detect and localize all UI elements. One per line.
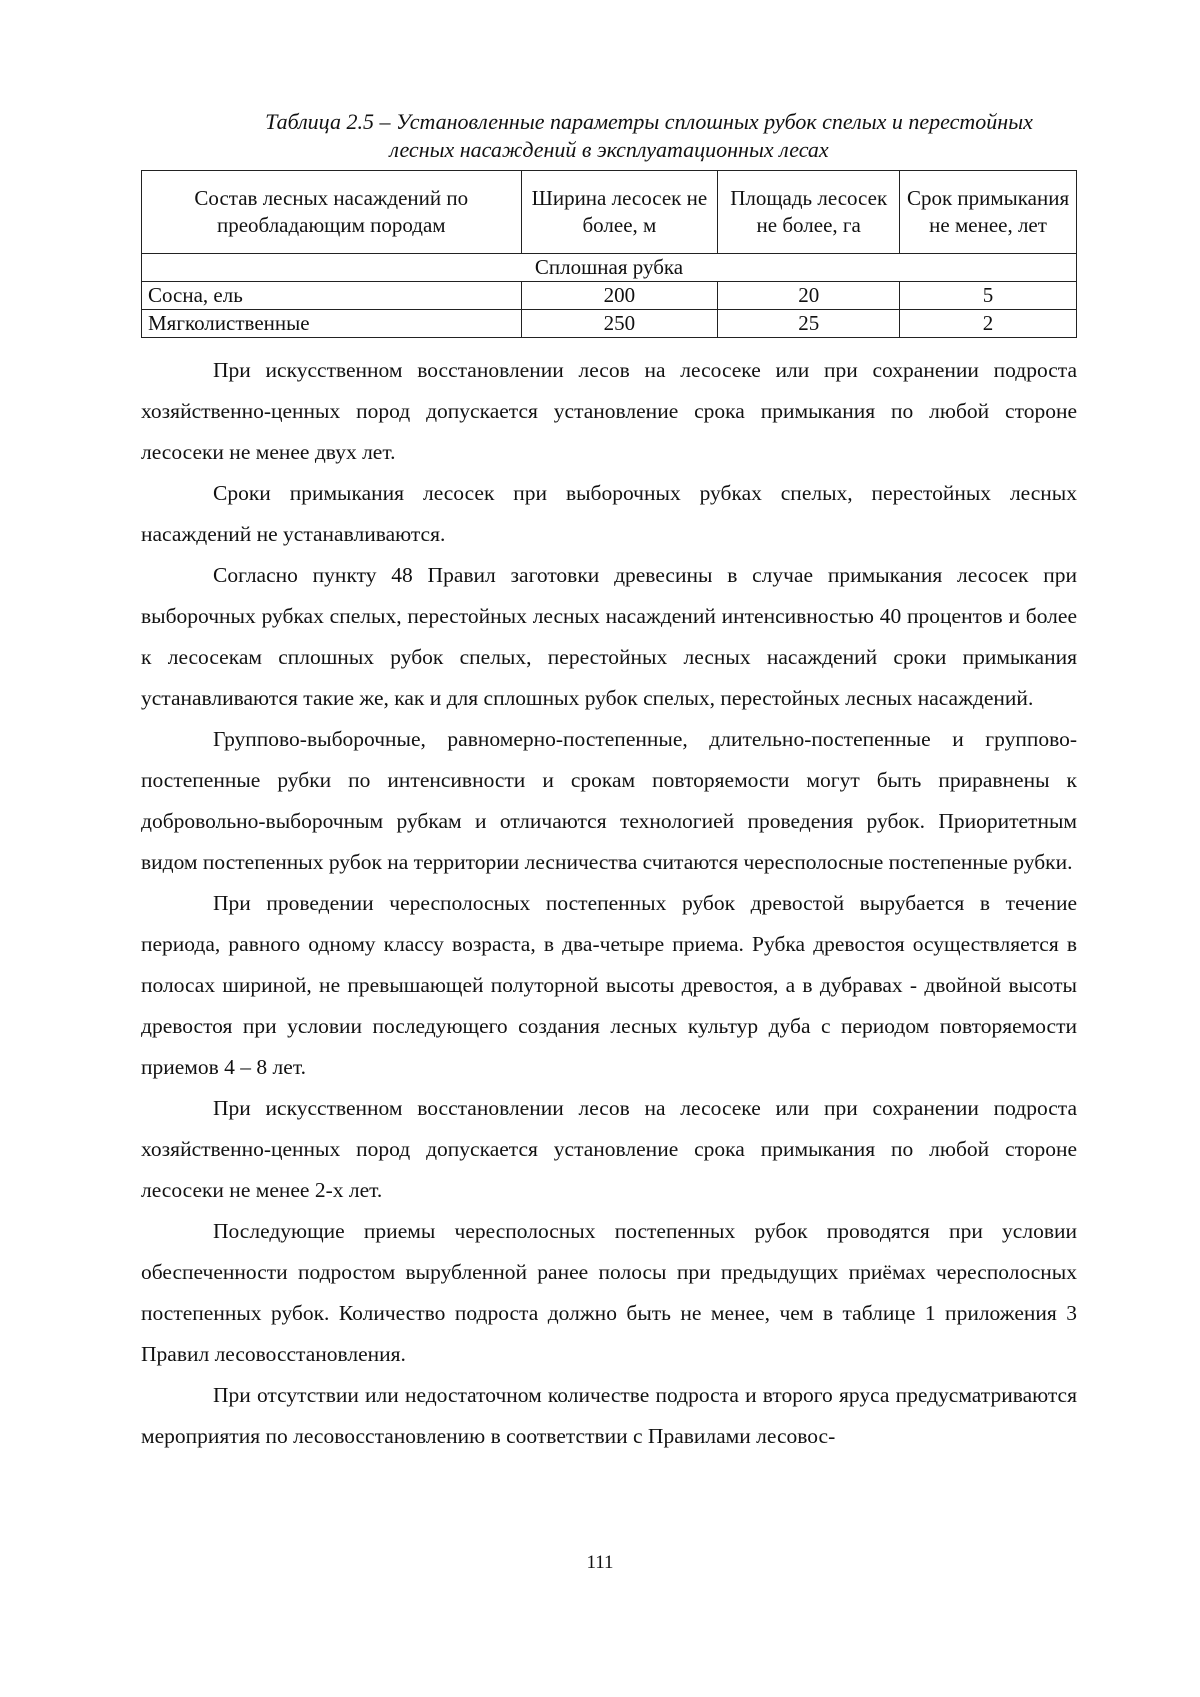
table-caption [141,108,1077,164]
cell-area: 25 [718,310,900,338]
paragraph: При искусственном восстановлении лесов на лесосеке или при сохранении подроста хозяйственно-ценных пород допускается установление срока примыкания по любой стороне лесосеки не менее двух лет. [141,358,1077,464]
paragraph: При отсутствии или недостаточном количестве подроста и второго яруса предусматриваются мероприятия по лесовосстановлению в соответствии с Правилами лесовос- [141,1383,1077,1448]
header-adjacency-term: Срок примыкания не менее, лет [900,171,1077,254]
table-row [142,282,1077,310]
cell-species: Сосна, ель [142,282,522,310]
page-number: 111 [586,1552,614,1573]
cell-term: 5 [900,282,1077,310]
table-section-row [142,254,1077,282]
document-page [141,108,1077,1457]
table-caption-line-2: лесных насаждений в эксплуатационных лесах [389,137,829,162]
cell-species: Мягколиственные [142,310,522,338]
header-area: Площадь лесосек не более, га [718,171,900,254]
paragraph: При искусственном восстановлении лесов на лесосеке или при сохранении подроста хозяйственно-ценных пород допускается установление срока примыкания по любой стороне лесосеки не менее 2-х лет. [141,1096,1077,1202]
table-header-row [142,171,1077,254]
section-title: Сплошная рубка [142,254,1077,282]
header-composition: Состав лесных насаждений по преобладающим породам [142,171,522,254]
paragraph: Сроки примыкания лесосек при выборочных рубках спелых, перестойных лесных насаждений не устанавливаются. [141,481,1077,546]
paragraph: Последующие приемы чересполосных постепенных рубок проводятся при условии обеспеченности подростом вырубленной ранее полосы при предыдущих приёмах чересполосных постепенных рубок. Количество подроста должно быть не менее, чем в таблице 1 приложения 3 Правил лесовосстановления. [141,1219,1077,1366]
table-row [142,310,1077,338]
body-text [141,350,1077,1457]
header-width: Ширина лесосек не более, м [521,171,718,254]
paragraph: Согласно пункту 48 Правил заготовки древесины в случае примыкания лесосек при выборочных рубках спелых, перестойных лесных насаждений интенсивностью 40 процентов и более к лесосекам сплошных рубок спелых, перестойных лесных насаждений сроки примыкания устанавливаются такие же, как и для сплошных рубок спелых, перестойных лесных насаждений. [141,563,1077,710]
cell-width: 250 [521,310,718,338]
paragraph: Группово-выборочные, равномерно-постепенные, длительно-постепенные и группово-постепенные рубки по интенсивности и срокам повторяемости могут быть приравнены к добровольно-выборочным рубкам и отличаются технологией проведения рубок. Приоритетным видом постепенных рубок на территории лесничества считаются чересполосные постепенные рубки. [141,727,1077,874]
cell-area: 20 [718,282,900,310]
cell-term: 2 [900,310,1077,338]
parameters-table [141,170,1077,338]
paragraph: При проведении чересполосных постепенных рубок древостой вырубается в течение периода, равного одному классу возраста, в два-четыре приема. Рубка древостоя осуществляется в полосах шириной, не превышающей полуторной высоты древостоя, а в дубравах - двойной высоты древостоя при условии последующего создания лесных культур дуба с периодом повторяемости приемов 4 – 8 лет. [141,891,1077,1079]
cell-width: 200 [521,282,718,310]
table-caption-line-1: Таблица 2.5 – Установленные параметры сплошных рубок спелых и перестойных [265,109,1033,134]
